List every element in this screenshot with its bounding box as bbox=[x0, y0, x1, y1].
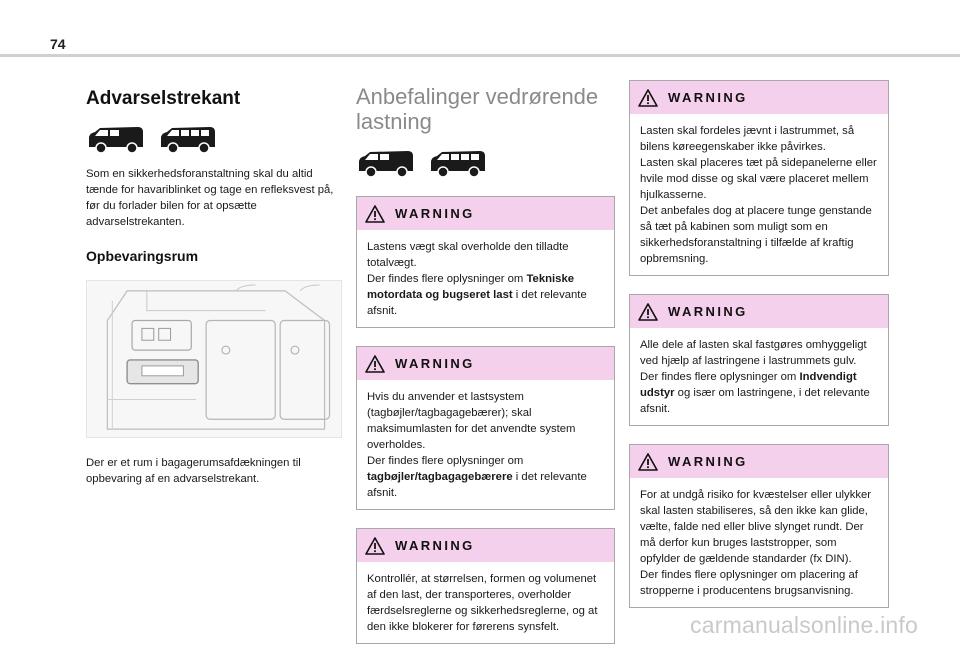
column-loading-warnings bbox=[629, 70, 889, 608]
warning-paragraph: Lasten skal fordeles jævnt i lastrummet, så bilens køreegenskaber ikke påvirkes. bbox=[640, 125, 855, 153]
warning-triangle-icon bbox=[638, 453, 658, 471]
warning-box bbox=[629, 444, 889, 608]
vehicle-icons bbox=[86, 124, 342, 154]
warning-title: WARNING bbox=[395, 206, 475, 221]
warning-paragraph-tail: og især om lastringene, i det relevante afsnit. bbox=[640, 387, 870, 415]
intro-text: Som en sikkerhedsforanstaltning skal du altid tænde for havariblinket og tage en refleksvest på, før du forlader bilen for at opsætte advarselstrekanten. bbox=[86, 168, 334, 228]
warning-triangle-icon bbox=[365, 537, 385, 555]
warning-text bbox=[630, 328, 888, 425]
warning-text bbox=[357, 562, 614, 643]
warning-header bbox=[357, 197, 614, 230]
cross-reference: Indvendigt udstyr bbox=[640, 371, 857, 399]
warning-title: WARNING bbox=[668, 454, 748, 469]
warning-triangle-icon bbox=[638, 303, 658, 321]
vehicle-icons bbox=[356, 148, 615, 178]
header-divider bbox=[0, 54, 960, 57]
warning-paragraph: Lasten skal placeres tæt på sidepanelerne eller hvile mod disse og skal være placeret mellem hjulkasserne. bbox=[640, 157, 877, 201]
warning-paragraph: Der findes flere oplysninger om placering af stropperne i producentens brugsanvisning. bbox=[640, 569, 858, 597]
warning-text bbox=[357, 230, 614, 327]
van-icon bbox=[86, 124, 146, 154]
column-loading-recommendations bbox=[356, 78, 615, 644]
column-warning-triangle bbox=[86, 78, 342, 487]
warning-title: WARNING bbox=[395, 538, 475, 553]
warning-triangle-icon bbox=[638, 89, 658, 107]
warning-header bbox=[630, 81, 888, 114]
warning-paragraph-tail: i det relevante afsnit. bbox=[367, 289, 587, 317]
cross-reference: tagbøjler/tagbagagebærere bbox=[367, 471, 513, 483]
page-number: 74 bbox=[50, 36, 66, 52]
warning-triangle-icon bbox=[365, 355, 385, 373]
warning-paragraph: Lastens vægt skal overholde den tilladte totalvægt. bbox=[367, 241, 569, 269]
warning-box bbox=[629, 80, 889, 276]
trunk-photo bbox=[86, 280, 342, 438]
cross-reference: Tekniske motordata og bugseret last bbox=[367, 273, 575, 301]
mpv-icon bbox=[158, 124, 218, 154]
warning-header bbox=[630, 295, 888, 328]
section-title-line-2: lastning bbox=[356, 109, 432, 134]
warning-header bbox=[357, 347, 614, 380]
warning-title: WARNING bbox=[395, 356, 475, 371]
warning-text bbox=[357, 380, 614, 509]
warning-paragraph: Alle dele af lasten skal fastgøres omhyggeligt ved hjælp af lastringene i lastrummets gulv. bbox=[640, 339, 867, 367]
warning-triangle-icon bbox=[365, 205, 385, 223]
van-icon bbox=[356, 148, 416, 178]
mpv-icon bbox=[428, 148, 488, 178]
warning-header bbox=[630, 445, 888, 478]
warning-paragraph: Det anbefales dog at placere tunge genstande så tæt på kabinen som muligt som en sikkerhedsforanstaltning i tilfælde af kraftig opbremsning. bbox=[640, 205, 872, 265]
warning-paragraph: For at undgå risiko for kvæstelser eller ulykker skal lasten stabiliseres, så den ikke kan glide, vælte, falde ned eller blive slynget rundt. Der må derfor kun bruges laststropper, som opfylder de gældende standarder (fx DIN). bbox=[640, 489, 872, 565]
section-title-warning-triangle: Advarselstrekant bbox=[86, 88, 241, 109]
warning-paragraph: Kontrollér, at størrelsen, formen og volumenet af den last, der transporteres, overholder færdselsreglerne og sikkerhedsreglerne, og at den ikke blokerer for førerens synsfelt. bbox=[367, 573, 598, 633]
warning-box bbox=[629, 294, 889, 426]
warning-box bbox=[356, 196, 615, 328]
warning-box bbox=[356, 346, 615, 510]
warning-title: WARNING bbox=[668, 304, 748, 319]
warning-paragraph: Hvis du anvender et lastsystem (tagbøjler/tagbagagebærer); skal maksimumlasten for det anvendte system overholdes. bbox=[367, 391, 576, 451]
warning-paragraph: Der findes flere oplysninger om bbox=[367, 455, 524, 467]
warning-paragraph-tail: i det relevante afsnit. bbox=[367, 471, 587, 499]
warning-header bbox=[357, 529, 614, 562]
warning-text bbox=[630, 114, 888, 275]
storage-caption: Der er et rum i bagagerumsafdækningen til opbevaring af en advarselstrekant. bbox=[86, 457, 301, 485]
warning-text bbox=[630, 478, 888, 607]
watermark-text: carmanualsonline.info bbox=[690, 612, 918, 638]
warning-paragraph: Der findes flere oplysninger om bbox=[640, 371, 800, 383]
subheading-storage: Opbevaringsrum bbox=[86, 248, 199, 264]
section-title-loading bbox=[356, 84, 615, 134]
warning-paragraph: Der findes flere oplysninger om bbox=[367, 273, 527, 285]
warning-title: WARNING bbox=[668, 90, 748, 105]
section-title-line-1: Anbefalinger vedrørende bbox=[356, 84, 599, 109]
warning-box bbox=[356, 528, 615, 644]
